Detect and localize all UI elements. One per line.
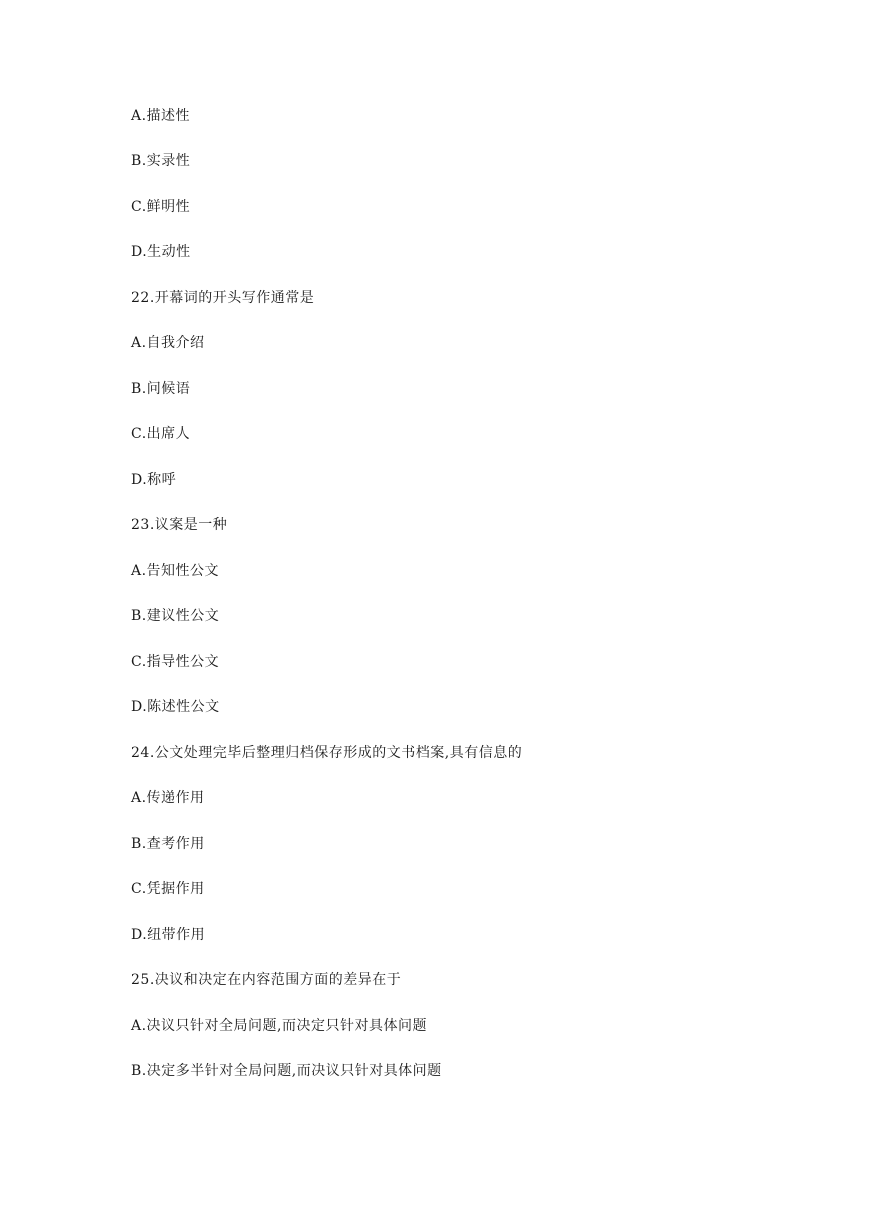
option-line: C.凭据作用 <box>131 881 205 897</box>
option-line: A.决议只针对全局问题,而决定只针对具体问题 <box>131 1018 428 1034</box>
option-line: D.称呼 <box>131 472 177 488</box>
option-line: B.实录性 <box>131 153 191 169</box>
question-line: 23.议案是一种 <box>131 517 228 533</box>
option-line: D.纽带作用 <box>131 927 206 943</box>
option-line: A.描述性 <box>131 108 191 124</box>
option-line: A.自我介绍 <box>131 335 205 351</box>
option-line: B.查考作用 <box>131 836 205 852</box>
option-line: B.问候语 <box>131 381 191 397</box>
option-line: C.指导性公文 <box>131 654 220 670</box>
option-line: D.陈述性公文 <box>131 699 220 715</box>
option-line: D.生动性 <box>131 244 191 260</box>
question-line: 22.开幕词的开头写作通常是 <box>131 290 315 306</box>
question-line: 25.决议和决定在内容范围方面的差异在于 <box>131 972 402 988</box>
option-line: B.决定多半针对全局问题,而决议只针对具体问题 <box>131 1063 442 1079</box>
option-line: B.建议性公文 <box>131 608 220 624</box>
option-line: A.告知性公文 <box>131 563 220 579</box>
option-line: C.鲜明性 <box>131 199 191 215</box>
option-line: A.传递作用 <box>131 790 205 806</box>
question-line: 24.公文处理完毕后整理归档保存形成的文书档案,具有信息的 <box>131 745 523 761</box>
option-line: C.出席人 <box>131 426 191 442</box>
